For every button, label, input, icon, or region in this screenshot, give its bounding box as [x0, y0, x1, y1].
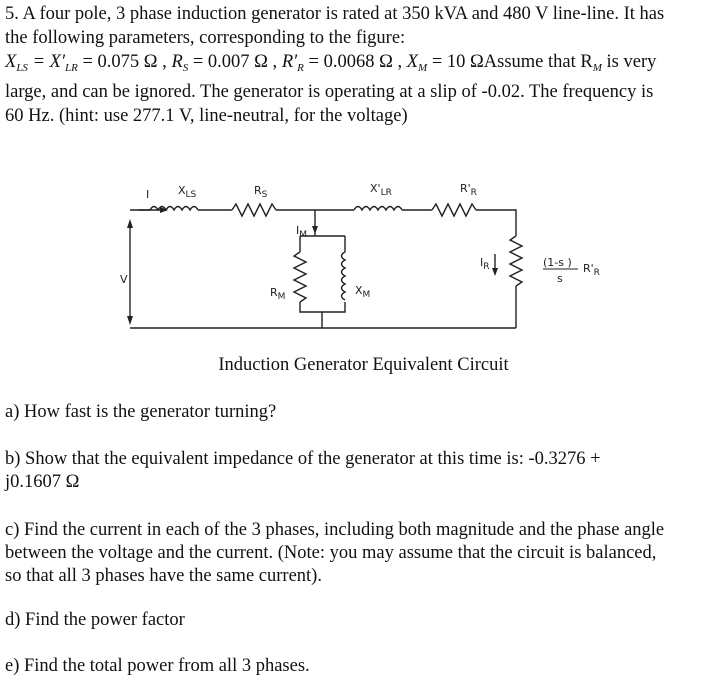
rr-value: = 0.0068 Ω , — [308, 52, 403, 72]
voltage-arrow-up — [127, 219, 133, 228]
problem-statement — [5, 2, 723, 128]
question-c-line-1: c) Find the current in each of the 3 phases, including both magnitude and the phase angle — [5, 520, 665, 540]
rs-symbol: R — [171, 52, 183, 72]
im-arrow-head — [312, 226, 318, 234]
question-d: d) Find the power factor — [5, 610, 185, 630]
xm-subscript: M — [418, 62, 428, 74]
xlr-inductor — [354, 207, 402, 211]
rr-resistor — [432, 204, 476, 216]
question-b-line-1: b) Show that the equivalent impedance of the generator at this time is: -0.3276 + — [5, 449, 601, 469]
rs-label: $R_S$ — [254, 184, 268, 200]
xm-symbol: X — [406, 52, 419, 72]
rm-label: $R_M$ — [270, 286, 286, 302]
problem-line-2: the following parameters, corresponding to the figure: — [5, 28, 406, 48]
parameter-line — [5, 50, 723, 80]
question-e: e) Find the total power from all 3 phases. — [5, 656, 310, 676]
xls-subscript: LS — [16, 62, 28, 74]
rm-resistor — [294, 252, 306, 302]
assume-subscript: M — [592, 62, 602, 74]
rr-label: $R'_R$ — [460, 182, 477, 198]
current-label: I — [146, 188, 150, 201]
problem-line-1: 5. A four pole, 3 phase induction generator is rated at 350 kVA and 480 V line-line. It has — [5, 4, 665, 24]
equivalent-circuit-diagram — [0, 170, 727, 370]
xl-value: = 0.075 Ω , — [82, 52, 167, 72]
problem-line-5: 60 Hz. (hint: use 277.1 V, line-neutral, for the voltage) — [5, 106, 408, 126]
load-denominator: s — [557, 272, 563, 285]
question-b — [5, 448, 723, 494]
xm-label: $X_M$ — [355, 284, 371, 300]
question-a: a) How fast is the generator turning? — [5, 402, 277, 422]
xls-label: $X_{LS}$ — [178, 184, 197, 200]
question-c — [5, 519, 723, 588]
voltage-arrow-down — [127, 316, 133, 325]
question-c-line-3: so that all 3 phases have the same current). — [5, 566, 322, 586]
xlr-label: $X'_{LR}$ — [370, 182, 392, 198]
question-c-line-2: between the voltage and the current. (Note: you may assume that the circuit is balanced, — [5, 543, 657, 563]
rs-value: = 0.007 Ω , — [192, 52, 278, 72]
ir-label: $I_R$ — [480, 256, 490, 272]
voltage-label: V — [120, 273, 128, 286]
rs-resistor — [232, 204, 276, 216]
load-resistor — [510, 236, 522, 286]
xlr-subscript: LR — [65, 62, 78, 74]
rs-subscript: S — [182, 62, 189, 74]
assume-text: Assume that R — [483, 52, 593, 72]
problem-line-4: large, and can be ignored. The generator is operating at a slip of -0.02. The frequency is — [5, 82, 654, 102]
assume-tail: is very — [601, 52, 657, 72]
xm-value: = 10 Ω — [431, 52, 484, 72]
rr-symbol: R′ — [281, 52, 298, 72]
xlr-symbol: = X′ — [32, 52, 66, 72]
figure-caption: Induction Generator Equivalent Circuit — [218, 355, 509, 375]
xm-inductor — [342, 252, 346, 300]
rr-subscript: R — [297, 62, 304, 74]
load-numerator: (1-s ) — [543, 256, 572, 269]
im-label: $I_M$ — [296, 224, 308, 240]
load-r-label: $R'_R$ — [583, 262, 600, 278]
question-b-line-2: j0.1607 Ω — [5, 472, 80, 492]
xls-symbol: X — [5, 52, 17, 72]
